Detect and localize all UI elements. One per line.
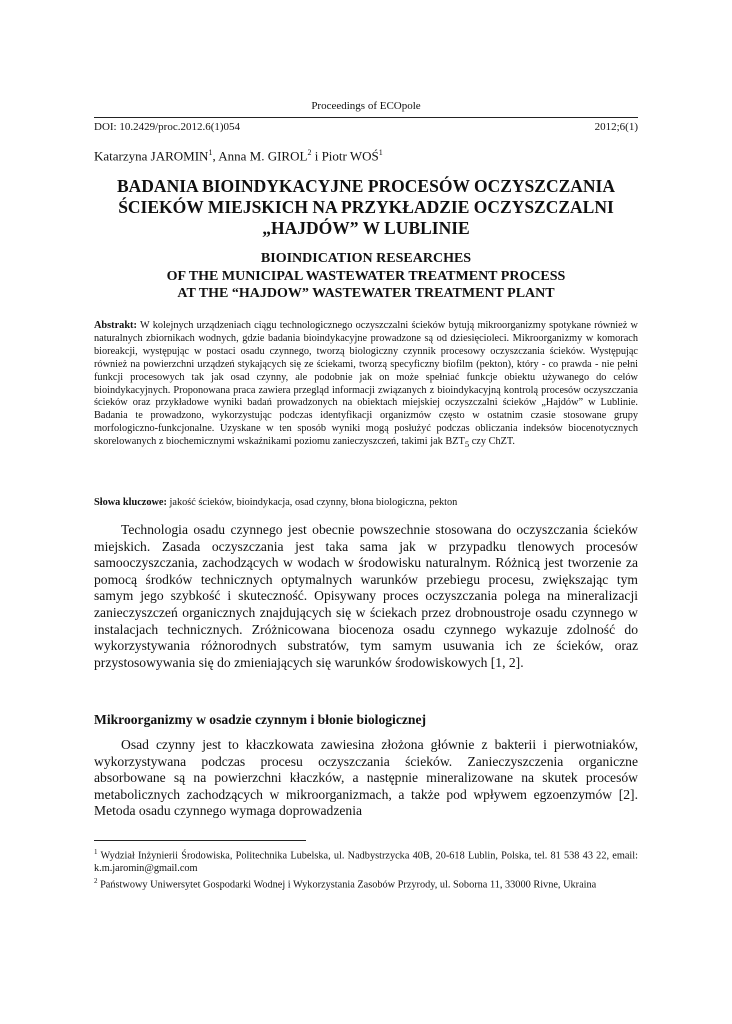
abstract-text-end: czy ChZT. xyxy=(469,436,515,448)
footnote-text: Wydział Inżynierii Środowiska, Politechnika Lubelska, ul. Nadbystrzycka 40B, 20-618 Lublin, Polska, tel. 81 538 43 22, email: k.m.jaromin@gmail.com xyxy=(94,850,638,874)
affiliation-mark: 1 xyxy=(378,148,383,157)
title-line: ŚCIEKÓW MIEJSKICH NA PRZYKŁADZIE OCZYSZCZALNI xyxy=(118,197,614,217)
section-heading: Mikroorganizmy w osadzie czynnym i błonie biologicznej xyxy=(94,712,427,727)
affiliation-mark: 2 xyxy=(307,148,312,157)
title-line: AT THE “HAJDOW” WASTEWATER TREATMENT PLANT xyxy=(177,286,555,301)
author-name: Piotr WOŚ xyxy=(321,148,379,164)
title-polish xyxy=(94,176,638,239)
journal-name: Proceedings of ECOpole xyxy=(311,100,421,112)
title-english xyxy=(94,250,638,303)
keywords-label: Słowa kluczowe: xyxy=(94,497,167,508)
title-line: „HAJDÓW” W LUBLINIE xyxy=(262,218,470,238)
title-line: BADANIA BIOINDYKACYJNE PROCESÓW OCZYSZCZANIA xyxy=(116,176,615,196)
affiliation-mark: 1 xyxy=(208,148,213,157)
footnote-mark: 2 xyxy=(94,877,98,886)
abstract-label: Abstrakt: xyxy=(94,320,137,331)
abstract-text: W kolejnych urządzeniach ciągu technologicznego oczyszczalni ścieków bytują mikroorganizmy spotykane również w naturalnych zbiornikach wodnych, gdzie badania bioindykacyjne prowadzone są od dziesięcioleci. Mikroorganizmy w komorach bioreakcji, występując w postaci osadu czynnego, tworzą biologiczny czynnik procesowy oczyszczania ścieków. Występując również na powierzchni urządzeń stykających się ze ściekami, tworzą specyficzny biofilm (pekton), który - co prawda - nie pełni funkcji procesowych tak jak osad czynny, ale podobnie jak on może spełniać funkcje obiektu używanego do celów bioindykacyjnych. Proponowana praca zawiera przegląd informacji związanych z bioindykacyjną kontrolą procesów oczyszczania ścieków oraz przykładowe wyniki badań prowadzonych na obiektach miejskiej oczyszczalni ścieków „Hajdów” w Lublinie. Badania te prowadzono, wykorzystując podczas identyfikacji organizmów często w ostatnim czasie stosowane grupy morfologiczno-funkcjonalne. Uzyskane w ten sposób wyniki mogą posłużyć podczas obliczania indeksów biocenotycznych skorelowanych z biochemicznymi wskaźnikami poziomu zanieczyszczeń, takimi jak BZT xyxy=(94,320,638,448)
author-name: Katarzyna JAROMIN xyxy=(94,148,209,164)
title-line: BIOINDICATION RESEARCHES xyxy=(260,251,472,266)
abstract xyxy=(94,320,638,451)
footnote-mark: 1 xyxy=(94,848,98,856)
title-line: OF THE MUNICIPAL WASTEWATER TREATMENT PROCESS xyxy=(166,268,566,284)
doi-row xyxy=(94,117,638,133)
body-paragraph: Technologia osadu czynnego jest obecnie powszechnie stosowana do oczyszczania ścieków miejskich. Zasada oczyszczania jest taka sama jak w przypadku tlenowych procesów samooczyszczania, zachodzących w wodach w środowisku naturalnym. Różnicą jest tworzenie za pomocą środków technicznych optymalnych warunków przebiegu procesu, zwiększając tym samym jego szybkość i skuteczność. Opisywany proces oczyszczania polega na mineralizacji zanieczyszczeń organicznych znajdujących się w ściekach przez drobnoustroje osadu czynnego w instalacjach technicznych. Zróżnicowana biocenoza osadu czynnego wykazuje zdolność do wykorzystywania różnorodnych substratów, tym samym usuwania ich ze ścieków, oraz przystosowywania się do zmieniających się warunków środowiskowych [1, 2]. xyxy=(94,522,638,670)
body-paragraph: Osad czynny jest to kłaczkowata zawiesina złożona głównie z bakterii i pierwotniaków, wykorzystywana podczas procesu oczyszczania ścieków. Zanieczyszczenia organiczne absorbowane są na powierzchni kłaczków, a następnie mineralizowane na skutek procesów metabolicznych zachodzących w mikroorganizmach, a także pod wpływem egzoenzymów [2]. Metoda osadu czynnego wymaga doprowadzenia xyxy=(94,737,638,819)
footnotes xyxy=(94,846,638,892)
keywords xyxy=(94,497,638,508)
author-separator: , xyxy=(212,148,219,164)
footnote xyxy=(94,846,638,875)
keywords-text: jakość ścieków, bioindykacja, osad czynny, błona biologiczna, pekton xyxy=(166,497,458,508)
author-name: Anna M. GIROL xyxy=(218,148,308,164)
author-separator: i xyxy=(311,148,322,164)
footnote-divider xyxy=(94,840,306,841)
doi: DOI: 10.2429/proc.2012.6(1)054 xyxy=(94,121,241,133)
footnote-text: Państwowy Uniwersytet Gospodarki Wodnej i Wykorzystania Zasobów Przyrody, ul. Soborna 11, 33000 Rivne, Ukraina xyxy=(97,879,597,891)
issue: 2012;6(1) xyxy=(594,121,638,133)
footnote xyxy=(94,875,638,892)
abstract-subscript: 5 xyxy=(464,439,470,450)
author-list xyxy=(94,148,383,164)
